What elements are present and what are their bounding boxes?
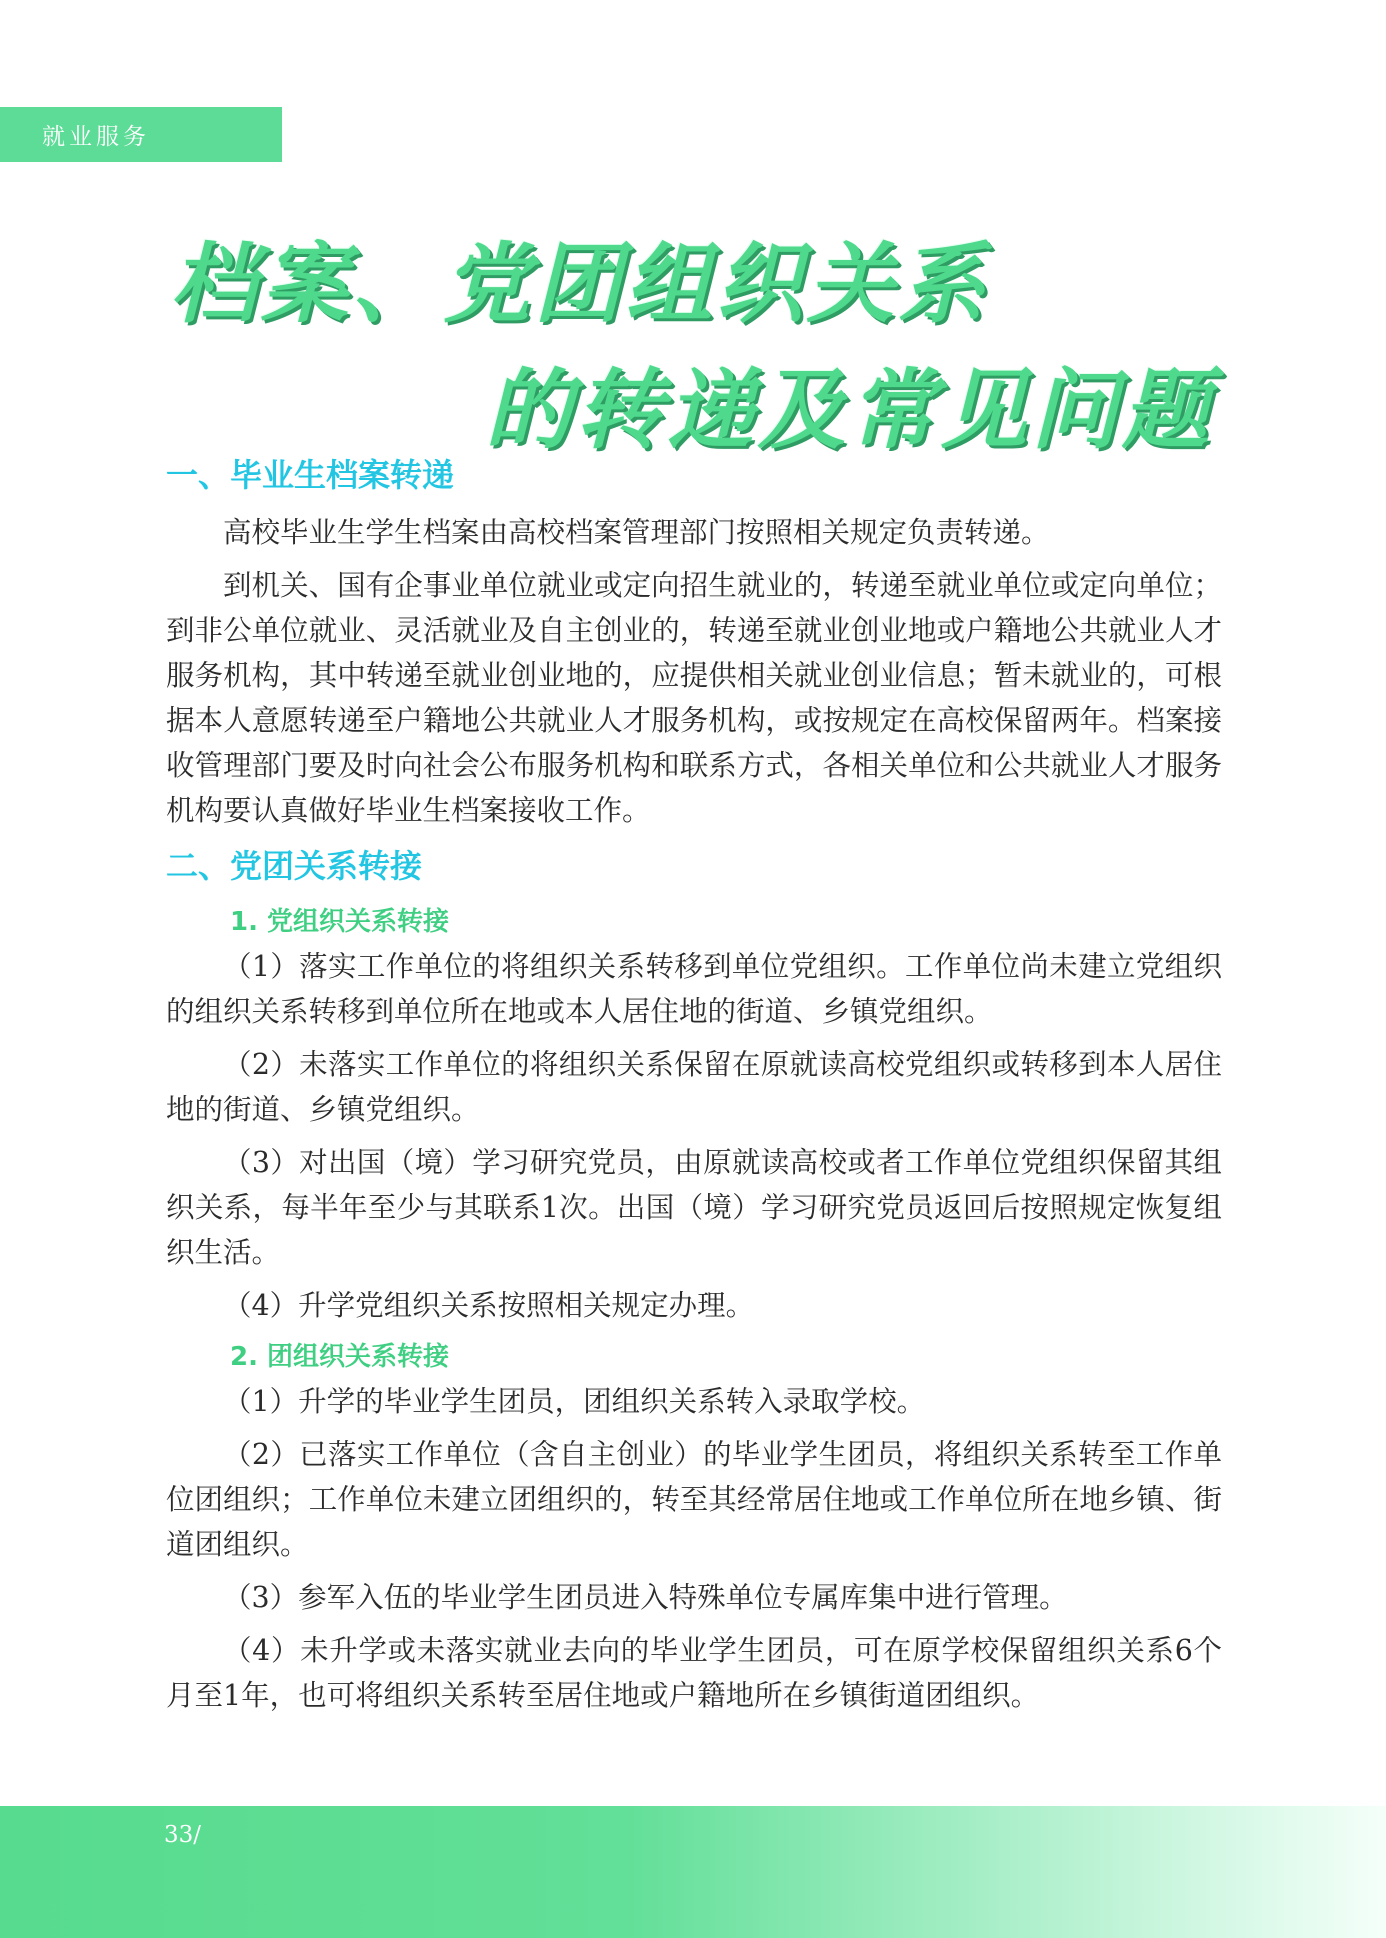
- section-heading-party-league: 二、党团关系转接: [166, 847, 423, 885]
- footer-band: [0, 1806, 1386, 1938]
- paragraph: 到机关、国有企事业单位就业或定向招生就业的，转递至就业单位或定向单位；到非公单位就业、灵活就业及自主创业的，转递至就业创业地或户籍地公共就业人才服务机构，其中转递至就业创业地的，应提供相关就业创业信息；暂未就业的，可根据本人意愿转递至户籍地公共就业人才服务机构，或按规定在高校保留两年。档案接收管理部门要及时向社会公布服务机构和联系方式，各相关单位和公共就业人才服务机构要认真做好毕业生档案接收工作。: [166, 569, 1222, 827]
- paragraph: （2）未落实工作单位的将组织关系保留在原就读高校党组织或转移到本人居住地的街道、乡镇党组织。: [166, 1048, 1222, 1126]
- paragraph: （3）参军入伍的毕业学生团员进入特殊单位专属库集中进行管理。: [223, 1581, 1068, 1614]
- subheading-league: 2. 团组织关系转接: [230, 1342, 450, 1372]
- paragraph: 高校毕业生学生档案由高校档案管理部门按照相关规定负责转递。: [223, 516, 1050, 549]
- page-title-line-2: 的转递及常见问题: [485, 359, 1213, 461]
- page-number: 33/: [164, 1822, 202, 1848]
- paragraph: （1）升学的毕业学生团员，团组织关系转入录取学校。: [223, 1385, 926, 1418]
- paragraph: （1）落实工作单位的将组织关系转移到单位党组织。工作单位尚未建立党组织的组织关系转移到单位所在地或本人居住地的街道、乡镇党组织。: [166, 950, 1222, 1028]
- paragraph: （3）对出国（境）学习研究党员，由原就读高校或者工作单位党组织保留其组织关系，每半年至少与其联系1次。出国（境）学习研究党员返回后按照规定恢复组织生活。: [166, 1146, 1222, 1269]
- section-tag: [0, 107, 282, 162]
- section-heading-archives: 一、毕业生档案转递: [166, 456, 455, 494]
- paragraph: （4）升学党组织关系按照相关规定办理。: [223, 1289, 755, 1322]
- page-title-line-1: 档案、党团组织关系: [170, 233, 989, 335]
- section-tag-label: 就业服务: [42, 124, 150, 150]
- subheading-party: 1. 党组织关系转接: [230, 907, 450, 937]
- paragraph: （2）已落实工作单位（含自主创业）的毕业学生团员，将组织关系转至工作单位团组织；工作单位未建立团组织的，转至其经常居住地或工作单位所在地乡镇、街道团组织。: [166, 1438, 1222, 1561]
- paragraph: （4）未升学或未落实就业去向的毕业学生团员，可在原学校保留组织关系6个月至1年，也可将组织关系转至居住地或户籍地所在乡镇街道团组织。: [166, 1634, 1222, 1712]
- article-body: [166, 450, 1222, 1726]
